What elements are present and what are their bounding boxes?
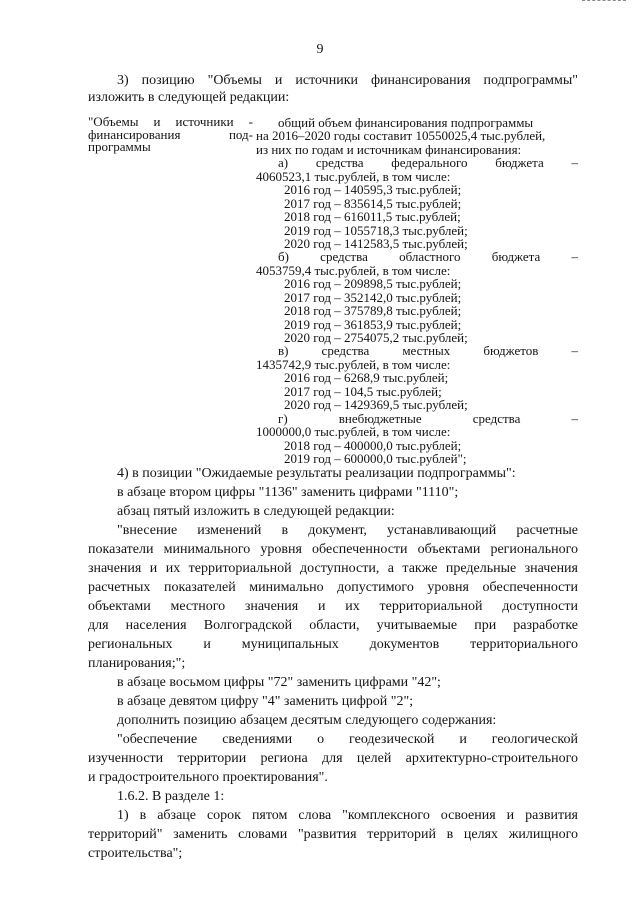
- body-line: в абзаце девятом цифру "4" заменить цифрой "2";: [117, 694, 414, 709]
- body-line: строительства";: [88, 846, 183, 861]
- body-line: значения и их территориальной доступности, а также предельные значения: [88, 561, 578, 576]
- intro-line-2: изложить в следующей редакции:: [88, 90, 290, 105]
- right-col-line: а) средства федерального бюджета –: [278, 155, 578, 171]
- right-col-line: 2017 год – 352142,0 тыс.рублей;: [284, 289, 462, 305]
- right-col-line: 4053759,4 тыс.рублей, в том числе:: [256, 262, 451, 278]
- right-col-line: на 2016–2020 годы составит 10550025,4 тыс.рублей,: [256, 128, 546, 144]
- intro-line-1: 3) позицию "Объемы и источники финансирования подпрограммы": [117, 73, 578, 88]
- body-line: региональных и муниципальных документов территориального: [88, 637, 578, 652]
- body-line: и градостроительного проектирования".: [88, 770, 328, 785]
- left-col-line: программы: [88, 139, 151, 154]
- right-col-line: 2017 год – 835614,5 тыс.рублей;: [284, 195, 462, 211]
- body-line: дополнить позицию абзацем десятым следующего содержания:: [117, 713, 497, 728]
- right-col-line: 2018 год – 400000,0 тыс.рублей;: [284, 437, 462, 453]
- body-line: 1) в абзаце сорок пятом слова "комплексного освоения и развития: [117, 808, 578, 823]
- right-col-line: 2016 год – 209898,5 тыс.рублей;: [284, 276, 462, 292]
- body-line: территорий" заменить словами "развития территорий в целях жилищного: [88, 827, 578, 842]
- right-col-line: в) средства местных бюджетов –: [278, 343, 578, 359]
- left-col-line: "Объемы и источники -: [88, 114, 253, 129]
- body-line: "внесение изменений в документ, устанавливающий расчетные: [117, 523, 578, 538]
- right-col-line: г) внебюджетные средства –: [278, 410, 578, 426]
- right-col-line: 1435742,9 тыс.рублей, в том числе:: [256, 356, 451, 372]
- right-col-line: 2017 год – 104,5 тыс.рублей;: [284, 383, 442, 399]
- right-col-line: 2020 год – 1429369,5 тыс.рублей;: [284, 397, 468, 413]
- right-col-line: 2016 год – 140595,3 тыс.рублей;: [284, 182, 462, 198]
- right-col-line: 1000000,0 тыс.рублей, в том числе:: [256, 424, 451, 440]
- right-col-line: б) средства областного бюджета –: [278, 249, 578, 265]
- body-line: изученности территории региона для целей архитектурно-строительного: [88, 751, 578, 766]
- body-line: объектами местного значения и их территориальной доступности: [88, 599, 578, 614]
- body-line: в абзаце втором цифры "1136" заменить цифрами "1110";: [117, 485, 459, 500]
- right-col-line: 2018 год – 616011,5 тыс.рублей;: [284, 209, 461, 225]
- body-line: расчетных показателей минимально допустимого уровня обеспеченности: [88, 580, 578, 595]
- body-line: показатели минимального уровня обеспеченности объектами регионального: [88, 542, 578, 557]
- body-line: абзац пятый изложить в следующей редакции:: [117, 504, 395, 519]
- body-line: 4) в позиции "Ожидаемые результаты реализации подпрограммы":: [117, 466, 516, 481]
- right-col-line: 2020 год – 1412583,5 тыс.рублей;: [284, 235, 468, 251]
- page-number: 9: [316, 42, 324, 57]
- table-right-column: [256, 116, 578, 465]
- body-line: планирования;";: [88, 656, 186, 671]
- right-col-line: 2019 год – 361853,9 тыс.рублей;: [284, 316, 462, 332]
- right-col-line: из них по годам и источникам финансирования:: [256, 141, 522, 157]
- right-col-line: общий объем финансирования подпрограммы: [278, 115, 534, 130]
- body-line: в абзаце восьмом цифры "72" заменить цифрами "42";: [117, 675, 441, 690]
- right-col-line: 2018 год – 375789,8 тыс.рублей;: [284, 303, 462, 319]
- table-left-column: [88, 116, 253, 154]
- scan-edge-mark: [582, 0, 626, 4]
- right-col-line: 2016 год – 6268,9 тыс.рублей;: [284, 370, 449, 386]
- left-col-line: финансирования под-: [88, 126, 253, 142]
- body-line: для населения Волгоградской области, учитываемые при разработке: [88, 618, 578, 633]
- right-col-line: 2020 год – 2754075,2 тыс.рублей;: [284, 330, 468, 345]
- right-col-line: 4060523,1 тыс.рублей, в том числе:: [256, 168, 451, 184]
- right-col-line: 2019 год – 1055718,3 тыс.рублей;: [284, 222, 468, 238]
- body-line: 1.6.2. В разделе 1:: [117, 789, 225, 804]
- right-col-line: 2019 год – 600000,0 тыс.рублей";: [284, 450, 467, 466]
- body-line: "обеспечение сведениями о геодезической и геологической: [117, 732, 578, 747]
